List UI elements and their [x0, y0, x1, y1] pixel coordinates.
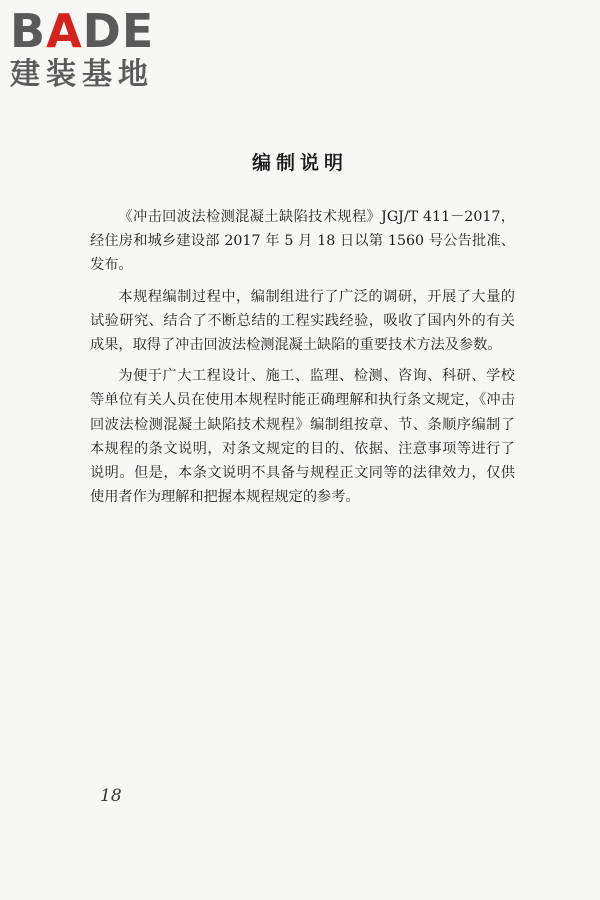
watermark-latin-accent: A	[46, 4, 83, 58]
watermark-latin-suffix: DE	[82, 4, 155, 58]
paragraph-1: 《冲击回波法检测混凝土缺陷技术规程》JGJ/T 411－2017，经住房和城乡建设部 2017 年 5 月 18 日以第 1560 号公告批准、发布。	[90, 209, 515, 274]
page-title: 编制说明	[251, 152, 348, 174]
paragraph-3: 为便于广大工程设计、施工、监理、检测、咨询、科研、学校等单位有关人员在使用本规程时能正确理解和执行条文规定，《冲击回波法检测混凝土缺陷技术规程》编制组按章、节、条顺序编制了本规程的条文说明，对条文规定的目的、依据、注意事项等进行了说明。但是，本条文说明不具备与规程正文同等的法律效力，仅供使用者作为理解和把握本规程规定的参考。	[90, 368, 515, 506]
body-text	[90, 205, 515, 516]
watermark-latin	[10, 6, 180, 56]
watermark-latin-prefix: B	[10, 4, 47, 58]
paragraph-2: 本规程编制过程中，编制组进行了广泛的调研，开展了大量的试验研究、结合了不断总结的工程实践经验，吸收了国内外的有关成果，取得了冲击回波法检测混凝土缺陷的重要技术方法及参数。	[90, 288, 515, 354]
watermark-cjk: 建装基地	[10, 57, 154, 92]
page-number: 18	[100, 786, 122, 806]
watermark-logo	[10, 6, 180, 92]
